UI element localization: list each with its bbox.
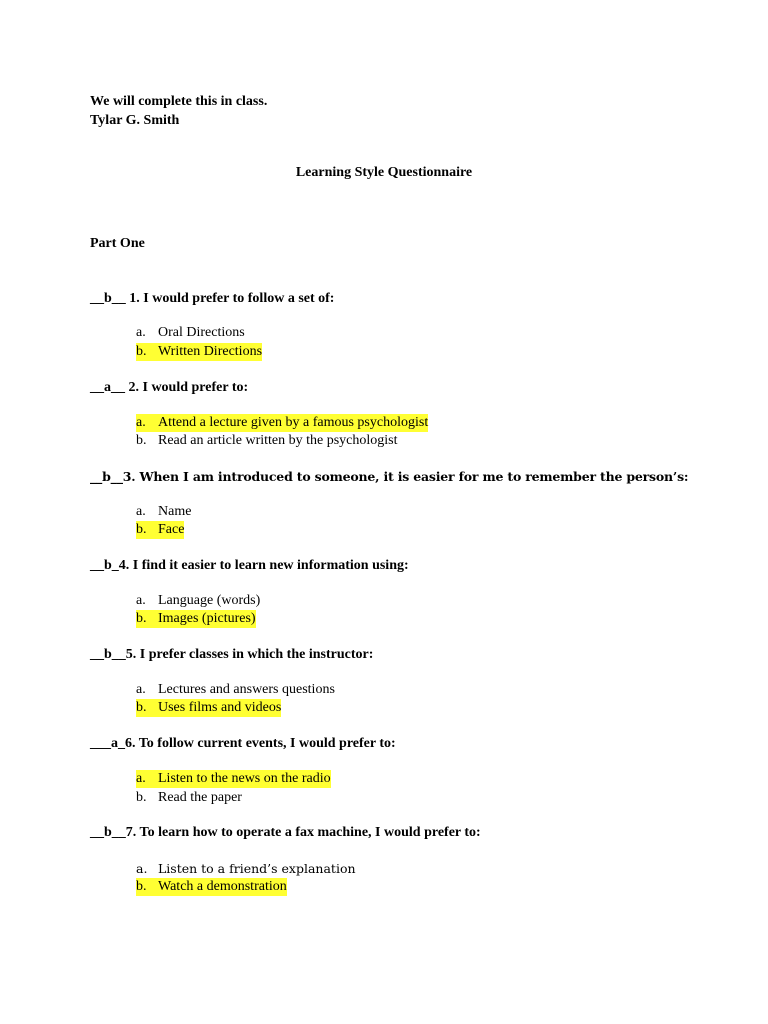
question-7: __b__7. To learn how to operate a fax machine, I would prefer to: — [90, 825, 481, 840]
option-text: Read the paper — [158, 790, 242, 805]
option-letter: b. — [136, 433, 147, 448]
question-7-option-a — [136, 860, 356, 878]
option-letter: b. — [136, 879, 147, 894]
option-text: Images (pictures) — [158, 611, 256, 626]
option-text: Listen to a friend’s explanation — [158, 861, 356, 876]
question-6-option-b — [136, 789, 242, 807]
option-text: Listen to the news on the radio — [158, 771, 331, 786]
question-7-option-b-highlighted — [136, 878, 287, 896]
option-text: Attend a lecture given by a famous psychologist — [158, 415, 429, 430]
option-letter: b. — [136, 344, 147, 359]
header-note: We will complete this in class. — [90, 94, 268, 109]
option-letter: b. — [136, 700, 147, 715]
option-letter: a. — [136, 682, 146, 697]
question-2-option-a-highlighted — [136, 414, 428, 432]
question-4-option-a — [136, 592, 260, 610]
question-3: __b__3. When I am introduced to someone, it is easier for me to remember the person’s: — [90, 469, 689, 484]
option-letter: a. — [136, 504, 146, 519]
option-letter: a. — [136, 415, 146, 430]
option-text: Face — [158, 522, 185, 537]
question-4-option-b-highlighted — [136, 610, 256, 628]
option-text: Name — [158, 504, 192, 519]
document-title: Learning Style Questionnaire — [295, 165, 473, 180]
question-1-option-a — [136, 324, 245, 342]
question-5-option-b-highlighted — [136, 699, 281, 717]
option-letter: b. — [136, 522, 147, 537]
option-letter: a. — [136, 325, 146, 340]
option-letter: b. — [136, 611, 147, 626]
option-letter: a. — [136, 593, 146, 608]
option-text: Watch a demonstration — [158, 879, 287, 894]
option-text: Uses films and videos — [158, 700, 282, 715]
option-text: Language (words) — [158, 593, 261, 608]
part-heading: Part One — [90, 236, 145, 251]
question-1: __b__ 1. I would prefer to follow a set of: — [90, 291, 335, 306]
question-1-option-b-highlighted — [136, 343, 262, 361]
question-3-option-a — [136, 503, 191, 521]
question-3-option-b-highlighted — [136, 521, 184, 539]
option-letter: a. — [136, 861, 148, 876]
option-text: Oral Directions — [158, 325, 245, 340]
question-5-option-a — [136, 681, 335, 699]
question-5: __b__5. I prefer classes in which the instructor: — [90, 647, 374, 662]
author-name: Tylar G. Smith — [90, 113, 180, 128]
question-2: __a__ 2. I would prefer to: — [90, 380, 249, 395]
question-4: __b_4. I find it easier to learn new information using: — [90, 558, 409, 573]
question-6-option-a-highlighted — [136, 770, 331, 788]
option-letter: b. — [136, 790, 147, 805]
option-letter: a. — [136, 771, 146, 786]
option-text: Written Directions — [158, 344, 263, 359]
option-text: Lectures and answers questions — [158, 682, 335, 697]
question-2-option-b — [136, 432, 398, 450]
option-text: Read an article written by the psychologist — [158, 433, 398, 448]
question-6: ___a_6. To follow current events, I would prefer to: — [90, 736, 396, 751]
